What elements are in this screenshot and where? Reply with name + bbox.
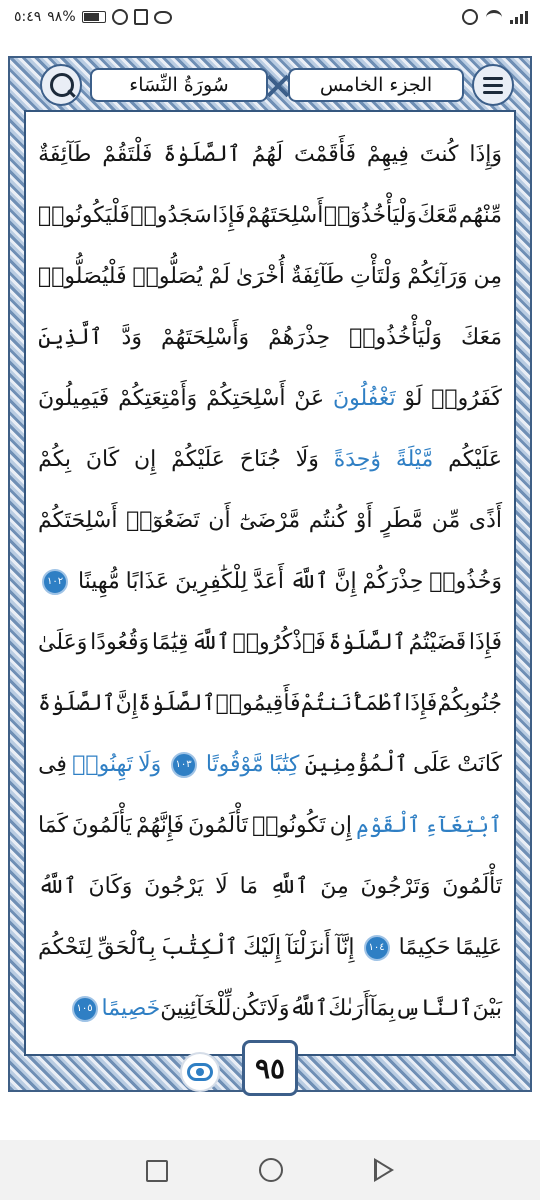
word[interactable]: ٱلَّذِينَ bbox=[38, 325, 103, 350]
highlighted-word[interactable]: تَغْفُلُونَ bbox=[332, 386, 396, 411]
word[interactable]: مَّعَكَ bbox=[417, 203, 459, 228]
menu-icon-bar bbox=[483, 91, 503, 94]
status-bar bbox=[0, 0, 540, 36]
surah-label: سُورَةُ النِّسَاء bbox=[129, 74, 229, 96]
word[interactable]: ٱلصَّلَوٰةَ bbox=[328, 630, 406, 655]
nfc-icon bbox=[134, 9, 148, 25]
word[interactable]: يَرْجُونَ bbox=[144, 874, 204, 899]
text-line[interactable] bbox=[38, 673, 502, 734]
word[interactable]: لِّلْخَآئِنِينَ bbox=[160, 996, 232, 1021]
word[interactable]: لِلْكَٰفِرِينَ bbox=[175, 569, 248, 594]
word[interactable]: بِكُمْ bbox=[38, 447, 72, 472]
view-toggle-button[interactable] bbox=[180, 1052, 220, 1092]
word[interactable]: تَضَعُوٓا۟ bbox=[126, 508, 200, 533]
word[interactable]: مَّرْضَىٰٓ bbox=[239, 508, 301, 533]
word[interactable]: أَن bbox=[208, 508, 231, 533]
word[interactable]: ٱللَّهُ bbox=[38, 874, 77, 899]
word[interactable]: يَأْلَمُونَ bbox=[72, 813, 132, 838]
highlighted-word[interactable]: خَصِيمًا bbox=[101, 996, 161, 1021]
word[interactable]: وَرَآئِكُمْ bbox=[407, 264, 468, 289]
word[interactable]: مَّطَرٍ bbox=[381, 508, 424, 533]
word[interactable]: حَكِيمًا bbox=[398, 935, 451, 960]
word[interactable]: وَقُعُودًا bbox=[90, 630, 150, 655]
word[interactable]: لَوْ bbox=[404, 386, 423, 411]
word[interactable]: فَأَقِيمُوا۟ bbox=[215, 691, 301, 716]
word[interactable]: فَلْيُصَلُّوا۟ bbox=[38, 264, 127, 289]
word[interactable]: تَكُونُوا۟ bbox=[252, 813, 326, 838]
alarm-icon bbox=[112, 9, 128, 25]
word[interactable]: كَانَ bbox=[85, 447, 120, 472]
word[interactable]: قَضَيْتُمُ bbox=[408, 630, 467, 655]
text-line[interactable] bbox=[38, 856, 502, 917]
word[interactable]: وَأَسْلِحَتَهُمْ bbox=[161, 325, 250, 350]
word[interactable]: وَتَرْجُونَ bbox=[360, 874, 431, 899]
word[interactable]: كَفَرُوا۟ bbox=[431, 386, 502, 411]
word[interactable]: حِذْرَكُمْ bbox=[362, 569, 424, 594]
word[interactable]: وَدَّ bbox=[121, 325, 142, 350]
menu-icon-bar bbox=[483, 77, 503, 80]
word[interactable]: إِنَّ bbox=[115, 691, 138, 716]
word[interactable]: وَلْيَأْخُذُوا۟ bbox=[349, 325, 443, 350]
word[interactable]: تَأْلَمُونَ bbox=[188, 813, 248, 838]
word[interactable]: فَإِذَا bbox=[468, 630, 502, 655]
wifi-icon bbox=[486, 10, 502, 25]
word[interactable]: فَيَمِيلُونَ bbox=[38, 386, 110, 411]
highlighted-word[interactable]: كِتَٰبًا bbox=[268, 752, 300, 777]
word[interactable]: وَعَلَىٰ bbox=[38, 630, 88, 655]
highlighted-word[interactable]: مَّيْلَةً bbox=[395, 447, 434, 472]
word[interactable]: عَلَيْكُمْ bbox=[171, 447, 225, 472]
quran-text[interactable] bbox=[38, 124, 502, 1040]
alarm-clock-icon bbox=[462, 9, 478, 25]
word[interactable]: عَلَى bbox=[413, 752, 452, 777]
clock: ٥:٤٩ bbox=[14, 9, 42, 25]
word[interactable]: أُخْرَىٰ bbox=[235, 264, 285, 289]
word[interactable]: ٱللَّهُ bbox=[289, 996, 329, 1021]
word[interactable]: أَنزَلْنَآ bbox=[286, 935, 331, 960]
word[interactable]: أَوْ bbox=[355, 508, 373, 533]
word[interactable]: مَعَكَ bbox=[461, 325, 502, 350]
text-line[interactable] bbox=[38, 490, 502, 551]
word[interactable]: لِتَحْكُمَ bbox=[38, 935, 93, 960]
surah-title[interactable] bbox=[90, 68, 268, 102]
eye-icon bbox=[187, 1063, 213, 1081]
page-header bbox=[36, 58, 506, 110]
word[interactable]: فَإِذَا bbox=[212, 203, 246, 228]
word[interactable]: عَنْ bbox=[294, 386, 325, 411]
word[interactable]: إِنَّ bbox=[334, 569, 357, 594]
text-line[interactable] bbox=[38, 307, 502, 368]
search-icon-handle bbox=[67, 89, 75, 97]
text-line[interactable] bbox=[38, 124, 502, 185]
word[interactable]: وَأَمْتِعَتِكُمْ bbox=[118, 386, 198, 411]
text-line[interactable] bbox=[38, 612, 502, 673]
search-button[interactable] bbox=[40, 64, 82, 106]
text-line[interactable] bbox=[38, 185, 502, 246]
ayah-number-marker[interactable]: ١٠٣ bbox=[171, 752, 197, 778]
word[interactable]: جُنَاحَ bbox=[239, 447, 281, 472]
word[interactable]: مِّن bbox=[431, 508, 461, 533]
word[interactable]: طَآئِفَةٌ bbox=[290, 264, 345, 289]
word[interactable]: فِيهِمْ bbox=[366, 142, 409, 167]
word[interactable]: كَانَتْ bbox=[457, 752, 502, 777]
word[interactable]: مِّنْهُم bbox=[458, 203, 502, 228]
highlighted-word[interactable]: تَهِنُوا۟ bbox=[72, 752, 133, 777]
ayah-number-marker[interactable]: ١٠٤ bbox=[364, 935, 390, 961]
word[interactable]: فَإِذَا bbox=[404, 691, 438, 716]
word[interactable]: كَمَا bbox=[38, 813, 68, 838]
word[interactable]: وَلْتَأْتِ bbox=[350, 264, 402, 289]
word[interactable]: وَلَا bbox=[295, 447, 319, 472]
word[interactable]: أَعَدَّ bbox=[253, 569, 285, 594]
word[interactable]: عَلِيمًا bbox=[455, 935, 502, 960]
text-line[interactable] bbox=[38, 795, 502, 856]
word[interactable]: يُصَلُّوا۟ bbox=[132, 264, 203, 289]
word[interactable]: ٱلصَّلَوٰةَ bbox=[38, 691, 116, 716]
navigation-bar bbox=[0, 1140, 540, 1200]
back-button[interactable] bbox=[374, 1158, 394, 1182]
word[interactable]: ٱلصَّلَوٰةَ bbox=[138, 691, 216, 716]
word[interactable]: فِى bbox=[38, 752, 67, 777]
word[interactable]: كُنتُم bbox=[308, 508, 348, 533]
word[interactable]: إِن bbox=[329, 813, 352, 838]
ayah-number-marker[interactable]: ١٠٢ bbox=[42, 569, 68, 595]
battery-percent: ٩٨% bbox=[47, 9, 76, 25]
word[interactable]: فَإِنَّهُمْ bbox=[135, 813, 185, 838]
word[interactable]: مَا bbox=[239, 874, 259, 899]
word[interactable]: فَٱذْكُرُوا۟ bbox=[232, 630, 326, 655]
ayah-number-marker[interactable]: ١٠٥ bbox=[72, 996, 98, 1022]
word[interactable]: طَآئِفَةٌ bbox=[38, 142, 92, 167]
word[interactable]: ٱلصَّلَوٰةَ bbox=[163, 142, 241, 167]
word[interactable]: وَلَا bbox=[266, 996, 290, 1021]
word[interactable]: لَمْ bbox=[208, 264, 230, 289]
text-line[interactable] bbox=[38, 429, 502, 490]
word[interactable]: أَذًى bbox=[468, 508, 502, 533]
word[interactable]: لَا bbox=[215, 874, 228, 899]
word[interactable]: لَهُمُ bbox=[251, 142, 284, 167]
text-line[interactable] bbox=[38, 734, 502, 795]
battery-icon bbox=[82, 11, 106, 23]
word[interactable]: وَكَانَ bbox=[88, 874, 133, 899]
status-left bbox=[14, 9, 172, 25]
word[interactable]: حِذْرَهُمْ bbox=[268, 325, 331, 350]
word[interactable]: كُنتَ bbox=[419, 142, 459, 167]
text-line[interactable] bbox=[38, 368, 502, 429]
recents-button[interactable] bbox=[146, 1160, 168, 1182]
word[interactable]: مُّهِينًا bbox=[77, 569, 120, 594]
word[interactable]: فَلْيَكُونُوا۟ bbox=[38, 203, 130, 228]
word[interactable]: ٱلْكِتَٰبَ bbox=[160, 935, 239, 960]
word[interactable]: سَجَدُوا۟ bbox=[130, 203, 212, 228]
word[interactable]: إِنَّآ bbox=[335, 935, 355, 960]
home-button[interactable] bbox=[259, 1158, 283, 1182]
page-number[interactable] bbox=[242, 1040, 298, 1096]
highlighted-word[interactable]: ٱبْتِغَآءِ bbox=[424, 813, 502, 838]
status-right bbox=[462, 9, 528, 25]
word[interactable]: أَسْلِحَتَهُمْ bbox=[245, 203, 324, 228]
word[interactable]: أَسْلِحَتَكُمْ bbox=[38, 508, 118, 533]
text-line[interactable] bbox=[38, 978, 502, 1039]
word[interactable]: ٱلْمُؤْمِنِينَ bbox=[304, 752, 408, 777]
word[interactable]: ٱطْمَأْنَنتُمْ bbox=[300, 691, 404, 716]
word[interactable]: ٱللَّهَ bbox=[289, 569, 329, 594]
word[interactable]: عَلَيْكُم bbox=[448, 447, 502, 472]
juz-label: الجزء الخامس bbox=[319, 74, 433, 96]
highlighted-word[interactable]: وَلَا bbox=[138, 752, 162, 777]
word[interactable]: بِمَآ bbox=[369, 996, 396, 1021]
word[interactable]: فَأَقَمْتَ bbox=[293, 142, 357, 167]
word[interactable]: قِيَٰمًا bbox=[151, 630, 189, 655]
word[interactable]: بَيْنَ bbox=[472, 996, 502, 1021]
word[interactable]: ٱلنَّاسِ bbox=[395, 996, 473, 1021]
highlighted-word[interactable]: ٱلْقَوْمِ bbox=[356, 813, 421, 838]
word[interactable]: ٱللَّهَ bbox=[191, 630, 230, 655]
menu-icon-bar bbox=[483, 84, 503, 87]
word[interactable]: وَخُذُوا۟ bbox=[429, 569, 502, 594]
text-line[interactable] bbox=[38, 917, 502, 978]
signal-icon bbox=[510, 10, 528, 24]
highlighted-word[interactable]: وَٰحِدَةً bbox=[333, 447, 382, 472]
word[interactable]: مِنَ bbox=[320, 874, 349, 899]
word[interactable]: بِٱلْحَقِّ bbox=[97, 935, 156, 960]
word[interactable]: أَرَىٰكَ bbox=[328, 996, 370, 1021]
word[interactable]: عَذَابًا bbox=[125, 569, 170, 594]
word[interactable]: إِن bbox=[134, 447, 157, 472]
word[interactable]: مِن bbox=[473, 264, 502, 289]
word[interactable]: إِلَيْكَ bbox=[243, 935, 282, 960]
word[interactable]: وَإِذَا bbox=[469, 142, 502, 167]
page-number-label: ٩٥ bbox=[254, 1051, 286, 1085]
menu-button[interactable] bbox=[472, 64, 514, 106]
word[interactable]: أَسْلِحَتِكُمْ bbox=[206, 386, 286, 411]
eye-comfort-icon bbox=[154, 11, 172, 24]
word[interactable]: تَأْلَمُونَ bbox=[442, 874, 502, 899]
word[interactable]: فَلْتَقُمْ bbox=[102, 142, 153, 167]
word[interactable]: وَلْيَأْخُذُوٓا۟ bbox=[323, 203, 417, 228]
highlighted-word[interactable]: مَّوْقُوتًا bbox=[205, 752, 264, 777]
word[interactable]: جُنُوبِكُمْ bbox=[437, 691, 502, 716]
word[interactable]: تَكُن bbox=[231, 996, 267, 1021]
text-line[interactable] bbox=[38, 246, 502, 307]
text-line[interactable] bbox=[38, 551, 502, 612]
juz-title[interactable] bbox=[288, 68, 464, 102]
word[interactable]: ٱللَّهِ bbox=[269, 874, 309, 899]
